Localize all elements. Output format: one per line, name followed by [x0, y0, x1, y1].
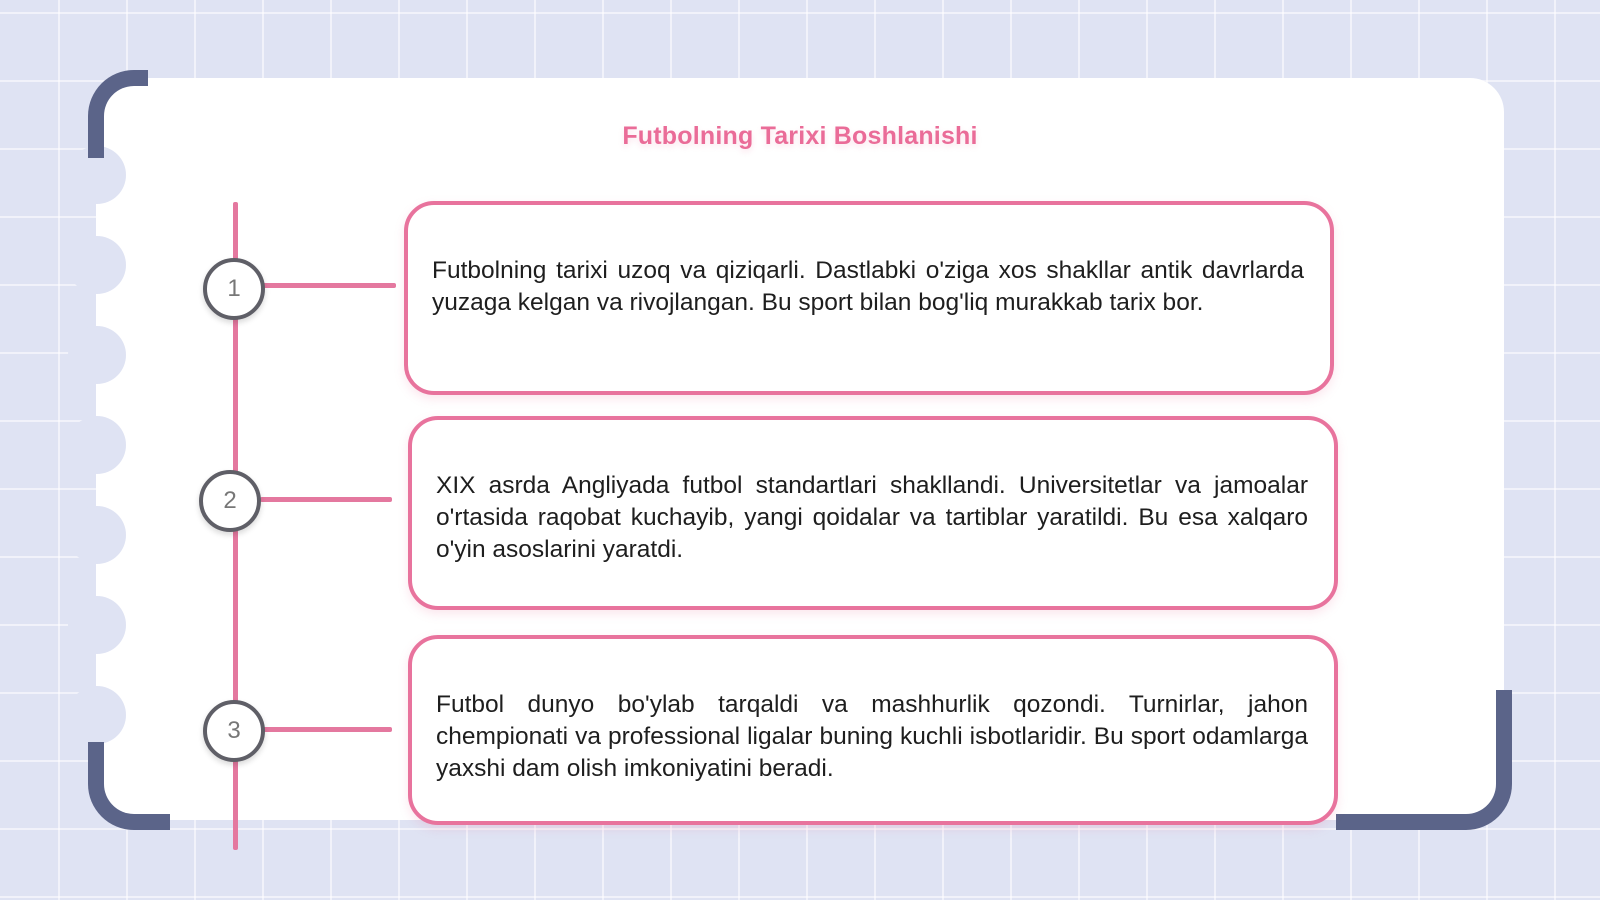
slide-title: Futbolning Tarixi Boshlanishi: [622, 122, 978, 150]
corner-bracket-bottom-right: [1336, 690, 1512, 830]
scallop-3: [68, 326, 126, 384]
scallop-4: [68, 416, 126, 474]
scallop-6: [68, 596, 126, 654]
scallop-2: [68, 236, 126, 294]
step-number-1: 1: [227, 275, 241, 302]
scallop-5: [68, 506, 126, 564]
timeline-connector-1: [262, 283, 396, 288]
timeline-connector-2: [260, 497, 392, 502]
step-number-3: 3: [227, 717, 241, 744]
corner-bracket-bottom-left: [88, 742, 170, 830]
timeline-connector-3: [262, 727, 392, 732]
step-box-1: [404, 201, 1334, 395]
step-number-badge-1: [203, 258, 265, 320]
scallop-7: [68, 686, 126, 744]
step-text-2: XIX asrda Angliyada futbol standartlari shakllandi. Universitetlar va jamoalar o'rtasida raqobat kuchayib, yangi qoidalar va tartiblar yaratildi. Bu esa xalqaro o'yin asoslarini yaratdi.: [436, 472, 1308, 563]
step-text-3: Futbol dunyo bo'ylab tarqaldi va mashhurlik qozondi. Turnirlar, jahon chempionati va professional ligalar buning kuchli isbotlaridir. Bu sport odamlarga yaxshi dam olish imkoniyatini beradi.: [436, 691, 1308, 782]
step-box-2: [408, 416, 1338, 610]
step-text-1: Futbolning tarixi uzoq va qiziqarli. Dastlabki o'ziga xos shakllar antik davrlarda yuzaga kelgan va rivojlangan. Bu sport bilan bog'liq murakkab tarix bor.: [432, 257, 1304, 316]
step-number-badge-2: [199, 470, 261, 532]
step-number-badge-3: [203, 700, 265, 762]
step-box-3: [408, 635, 1338, 825]
step-number-2: 2: [223, 487, 237, 514]
